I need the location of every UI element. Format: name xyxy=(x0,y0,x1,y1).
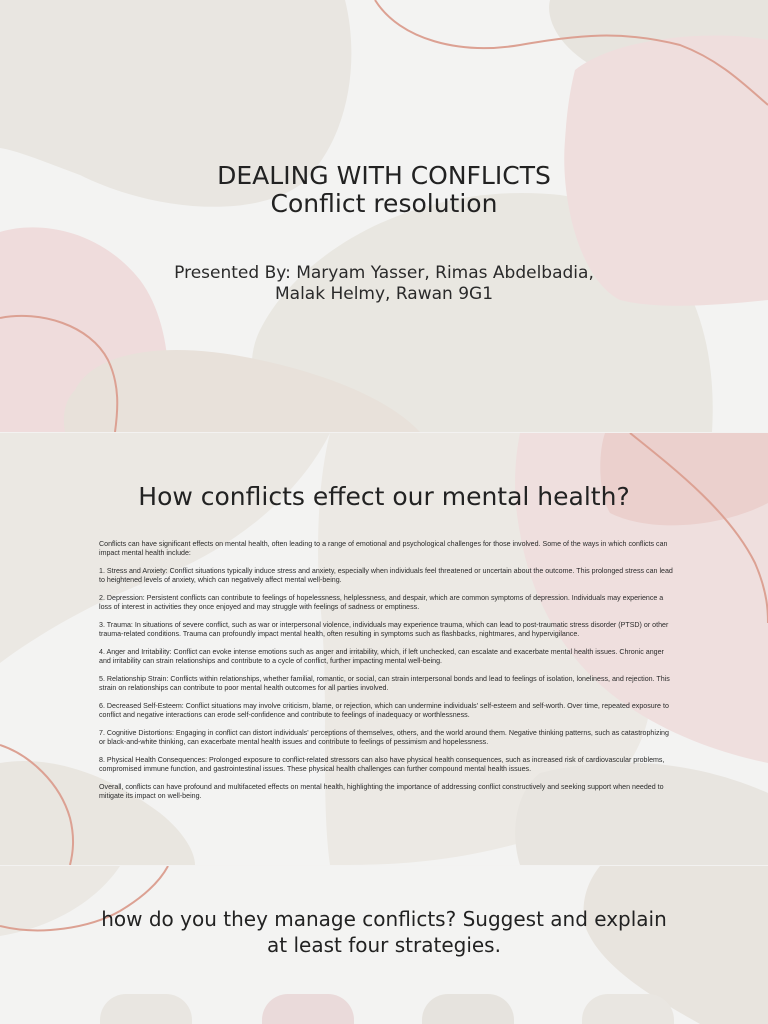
paragraph: 5. Relationship Strain: Conflicts within relationships, whether familial, romantic, or social, can strain interpersonal bonds and lead to feelings of isolation, loneliness, and rejection. This strain on relationships can contribute to poor mental health outcomes for all parties involved. xyxy=(99,675,670,692)
paragraph: Overall, conflicts can have profound and multifaceted effects on mental health, highlighting the importance of addressing conflict constructively and seeking support when needed to mitigate its impact on well-being. xyxy=(99,783,664,800)
paragraph: 2. Depression: Persistent conflicts can contribute to feelings of hopelessness, helplessness, and despair, which are common symptoms of depression. Individuals may experience a loss of interest in activities they once enjoyed and may struggle with feelings of sadness or emptiness. xyxy=(99,594,664,611)
strategy-tile-1 xyxy=(100,994,192,1024)
slide-heading: How conflicts effect our mental health? xyxy=(138,482,630,511)
slide-title xyxy=(0,162,768,218)
paragraph: 3. Trauma: In situations of severe conflict, such as war or interpersonal violence, individuals may experience trauma, which can lead to post-traumatic stress disorder (PTSD) or other trauma-related conditions. Trauma can profoundly impact mental health, often resulting in symptoms such as flashbacks, nightmares, and hypervigilance. xyxy=(99,621,669,638)
title-slide xyxy=(0,0,768,432)
subtitle: Conflict resolution xyxy=(270,189,498,218)
strategy-tile-3 xyxy=(422,994,514,1024)
paragraph: Conflicts can have significant effects on mental health, often leading to a range of emotional and psychological challenges for those involved. Some of the ways in which conflicts can impact mental health include: xyxy=(99,540,668,557)
slide-heading xyxy=(0,906,768,958)
main-title: DEALING WITH CONFLICTS xyxy=(217,161,551,190)
strategy-tile-2 xyxy=(262,994,354,1024)
paragraph: 8. Physical Health Consequences: Prolonged exposure to conflict-related stressors can also have physical health consequences, such as increased risk of cardiovascular problems, compromised immune function, and gastrointestinal issues. These physical health challenges can further compound mental health issues. xyxy=(99,756,665,773)
heading-line-1: how do you they manage conflicts? Suggest and explain xyxy=(101,907,667,931)
paragraph: 1. Stress and Anxiety: Conflict situations typically induce stress and anxiety, especially when individuals feel threatened or uncertain about the outcome. This prolonged stress can lead to heightened levels of anxiety, which can negatively affect mental well-being. xyxy=(99,567,673,584)
paragraph: 4. Anger and Irritability: Conflict can evoke intense emotions such as anger and irritability, which, if left unchecked, can escalate and exacerbate mental health issues. Chronic anger and irritability can strain relationships and contribute to a cycle of conflict, further impacting mental well-being. xyxy=(99,648,664,665)
paragraph: 6. Decreased Self-Esteem: Conflict situations may involve criticism, blame, or rejection, which can undermine individuals' self-esteem and self-worth. Over time, repeated exposure to conflict and negative interactions can erode self-confidence and contribute to feelings of inadequacy or worthlessness. xyxy=(99,702,669,719)
paragraph: 7. Cognitive Distortions: Engaging in conflict can distort individuals' perceptions of themselves, others, and the world around them. Negative thinking patterns, such as catastrophizing or black-and-white thinking, can exacerbate mental health issues and contribute to feelings of pessimism and hopelessness. xyxy=(99,729,669,746)
presenters-line-1: Presented By: Maryam Yasser, Rimas Abdelbadia, xyxy=(174,263,594,283)
presenters-line-2: Malak Helmy, Rawan 9G1 xyxy=(274,284,494,304)
strategy-tile-4 xyxy=(582,994,674,1024)
body-text xyxy=(99,540,674,810)
presenters xyxy=(0,263,768,305)
strategies-slide xyxy=(0,866,768,1024)
heading-line-2: at least four strategies. xyxy=(267,933,501,957)
mental-health-slide xyxy=(0,433,768,865)
